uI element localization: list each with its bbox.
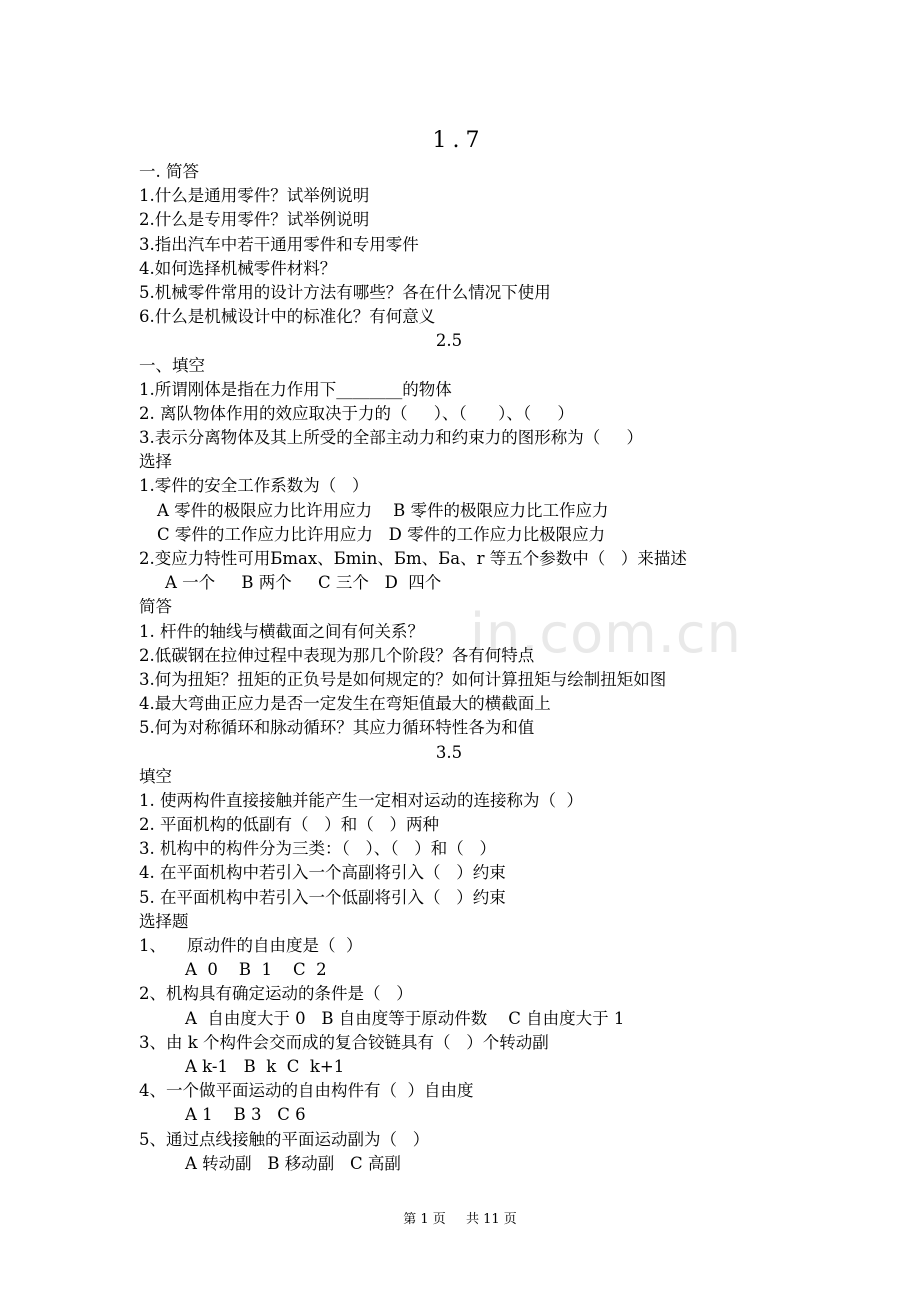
section-heading: 2.5 — [435, 331, 463, 351]
text-line: 5、通过点线接触的平面运动副为（ ） — [139, 1129, 430, 1149]
text-line: 6.什么是机械设计中的标准化？有何意义 — [139, 307, 436, 327]
text-line: 2.什么是专用零件？试举例说明 — [139, 210, 370, 230]
section-heading: 3.5 — [435, 742, 463, 762]
text-line: 1.零件的安全工作系数为（ ） — [139, 476, 369, 496]
text-line: 5.何为对称循环和脉动循环？其应力循环特性各为和值 — [139, 718, 535, 738]
document-body — [139, 122, 799, 1176]
text-line: 5.机械零件常用的设计方法有哪些？各在什么情况下使用 — [139, 282, 551, 302]
text-line: A 转动副 B 移动副 C 高副 — [185, 1153, 401, 1173]
text-line: 4.最大弯曲正应力是否一定发生在弯矩值最大的横截面上 — [139, 694, 551, 714]
text-line: 3.何为扭矩？扭矩的正负号是如何规定的？如何计算扭矩与绘制扭矩如图 — [139, 669, 667, 689]
page-number: 第 1 页 — [403, 1212, 446, 1227]
text-line: 3.指出汽车中若干通用零件和专用零件 — [139, 234, 419, 254]
text-line: 4. 在平面机构中若引入一个高副将引入（ ）约束 — [139, 863, 506, 883]
text-line: 1、 原动件的自由度是（ ） — [139, 936, 363, 955]
text-line: 2. 平面机构的低副有（ ）和（ ）两种 — [139, 815, 439, 835]
text-line: 2、机构具有确定运动的条件是（ ） — [139, 984, 413, 1004]
text-line: 4、一个做平面运动的自由构件有（ ）自由度 — [139, 1081, 474, 1101]
page-footer — [0, 1208, 920, 1227]
text-line: A 自由度大于 0 B 自由度等于原动件数 C 自由度大于 1 — [185, 1008, 625, 1028]
text-line: 2.变应力特性可用Бmax、Бmin、Бm、Бa、r 等五个参数中（ ）来描述 — [139, 549, 687, 568]
text-line: 1.什么是通用零件？试举例说明 — [139, 186, 370, 206]
text-line: 1. 杆件的轴线与横截面之间有何关系？ — [139, 621, 424, 641]
text-line: 2.低碳钢在拉伸过程中表现为那几个阶段？各有何特点 — [139, 645, 535, 665]
text-line: 1.所谓刚体是指在力作用下________的物体 — [139, 379, 452, 399]
text-lines — [139, 160, 799, 1176]
text-line: 5. 在平面机构中若引入一个低副将引入（ ）约束 — [139, 887, 506, 907]
text-line: A 1 B 3 C 6 — [185, 1105, 306, 1125]
text-line: 2. 离队物体作用的效应取决于力的（ ）、（ ）、（ ） — [139, 403, 574, 423]
text-line: 3.表示分离物体及其上所受的全部主动力和约束力的图形称为（ ） — [139, 428, 643, 448]
text-line: 一、填空 — [139, 355, 205, 375]
text-line: A 零件的极限应力比许用应力 B 零件的极限应力比工作应力 — [157, 500, 609, 520]
text-line: 简答 — [139, 597, 172, 617]
text-line: 一. 简答 — [139, 162, 199, 181]
page-total: 共 11 页 — [465, 1212, 517, 1227]
text-line: 填空 — [139, 766, 172, 786]
text-line: A 0 B 1 C 2 — [185, 960, 327, 980]
text-line: 选择 — [139, 452, 172, 472]
text-line: 3、由 k 个构件会交而成的复合铰链具有（ ）个转动副 — [139, 1032, 549, 1052]
watermark: in.com.cn — [470, 602, 742, 665]
text-line: 3. 机构中的构件分为三类：（ ）、（ ）和（ ） — [139, 839, 496, 859]
text-line: 选择题 — [139, 911, 189, 931]
text-line: C 零件的工作应力比许用应力 D 零件的工作应力比极限应力 — [157, 524, 606, 544]
text-line: A k-1 B k C k+1 — [185, 1056, 345, 1076]
text-line: 4.如何选择机械零件材料？ — [139, 258, 337, 278]
text-line: 1. 使两构件直接接触并能产生一定相对运动的连接称为（ ） — [139, 790, 583, 810]
section-title: 1.7 — [432, 128, 486, 153]
text-line: A 一个 B 两个 C 三个 D 四个 — [165, 573, 442, 593]
